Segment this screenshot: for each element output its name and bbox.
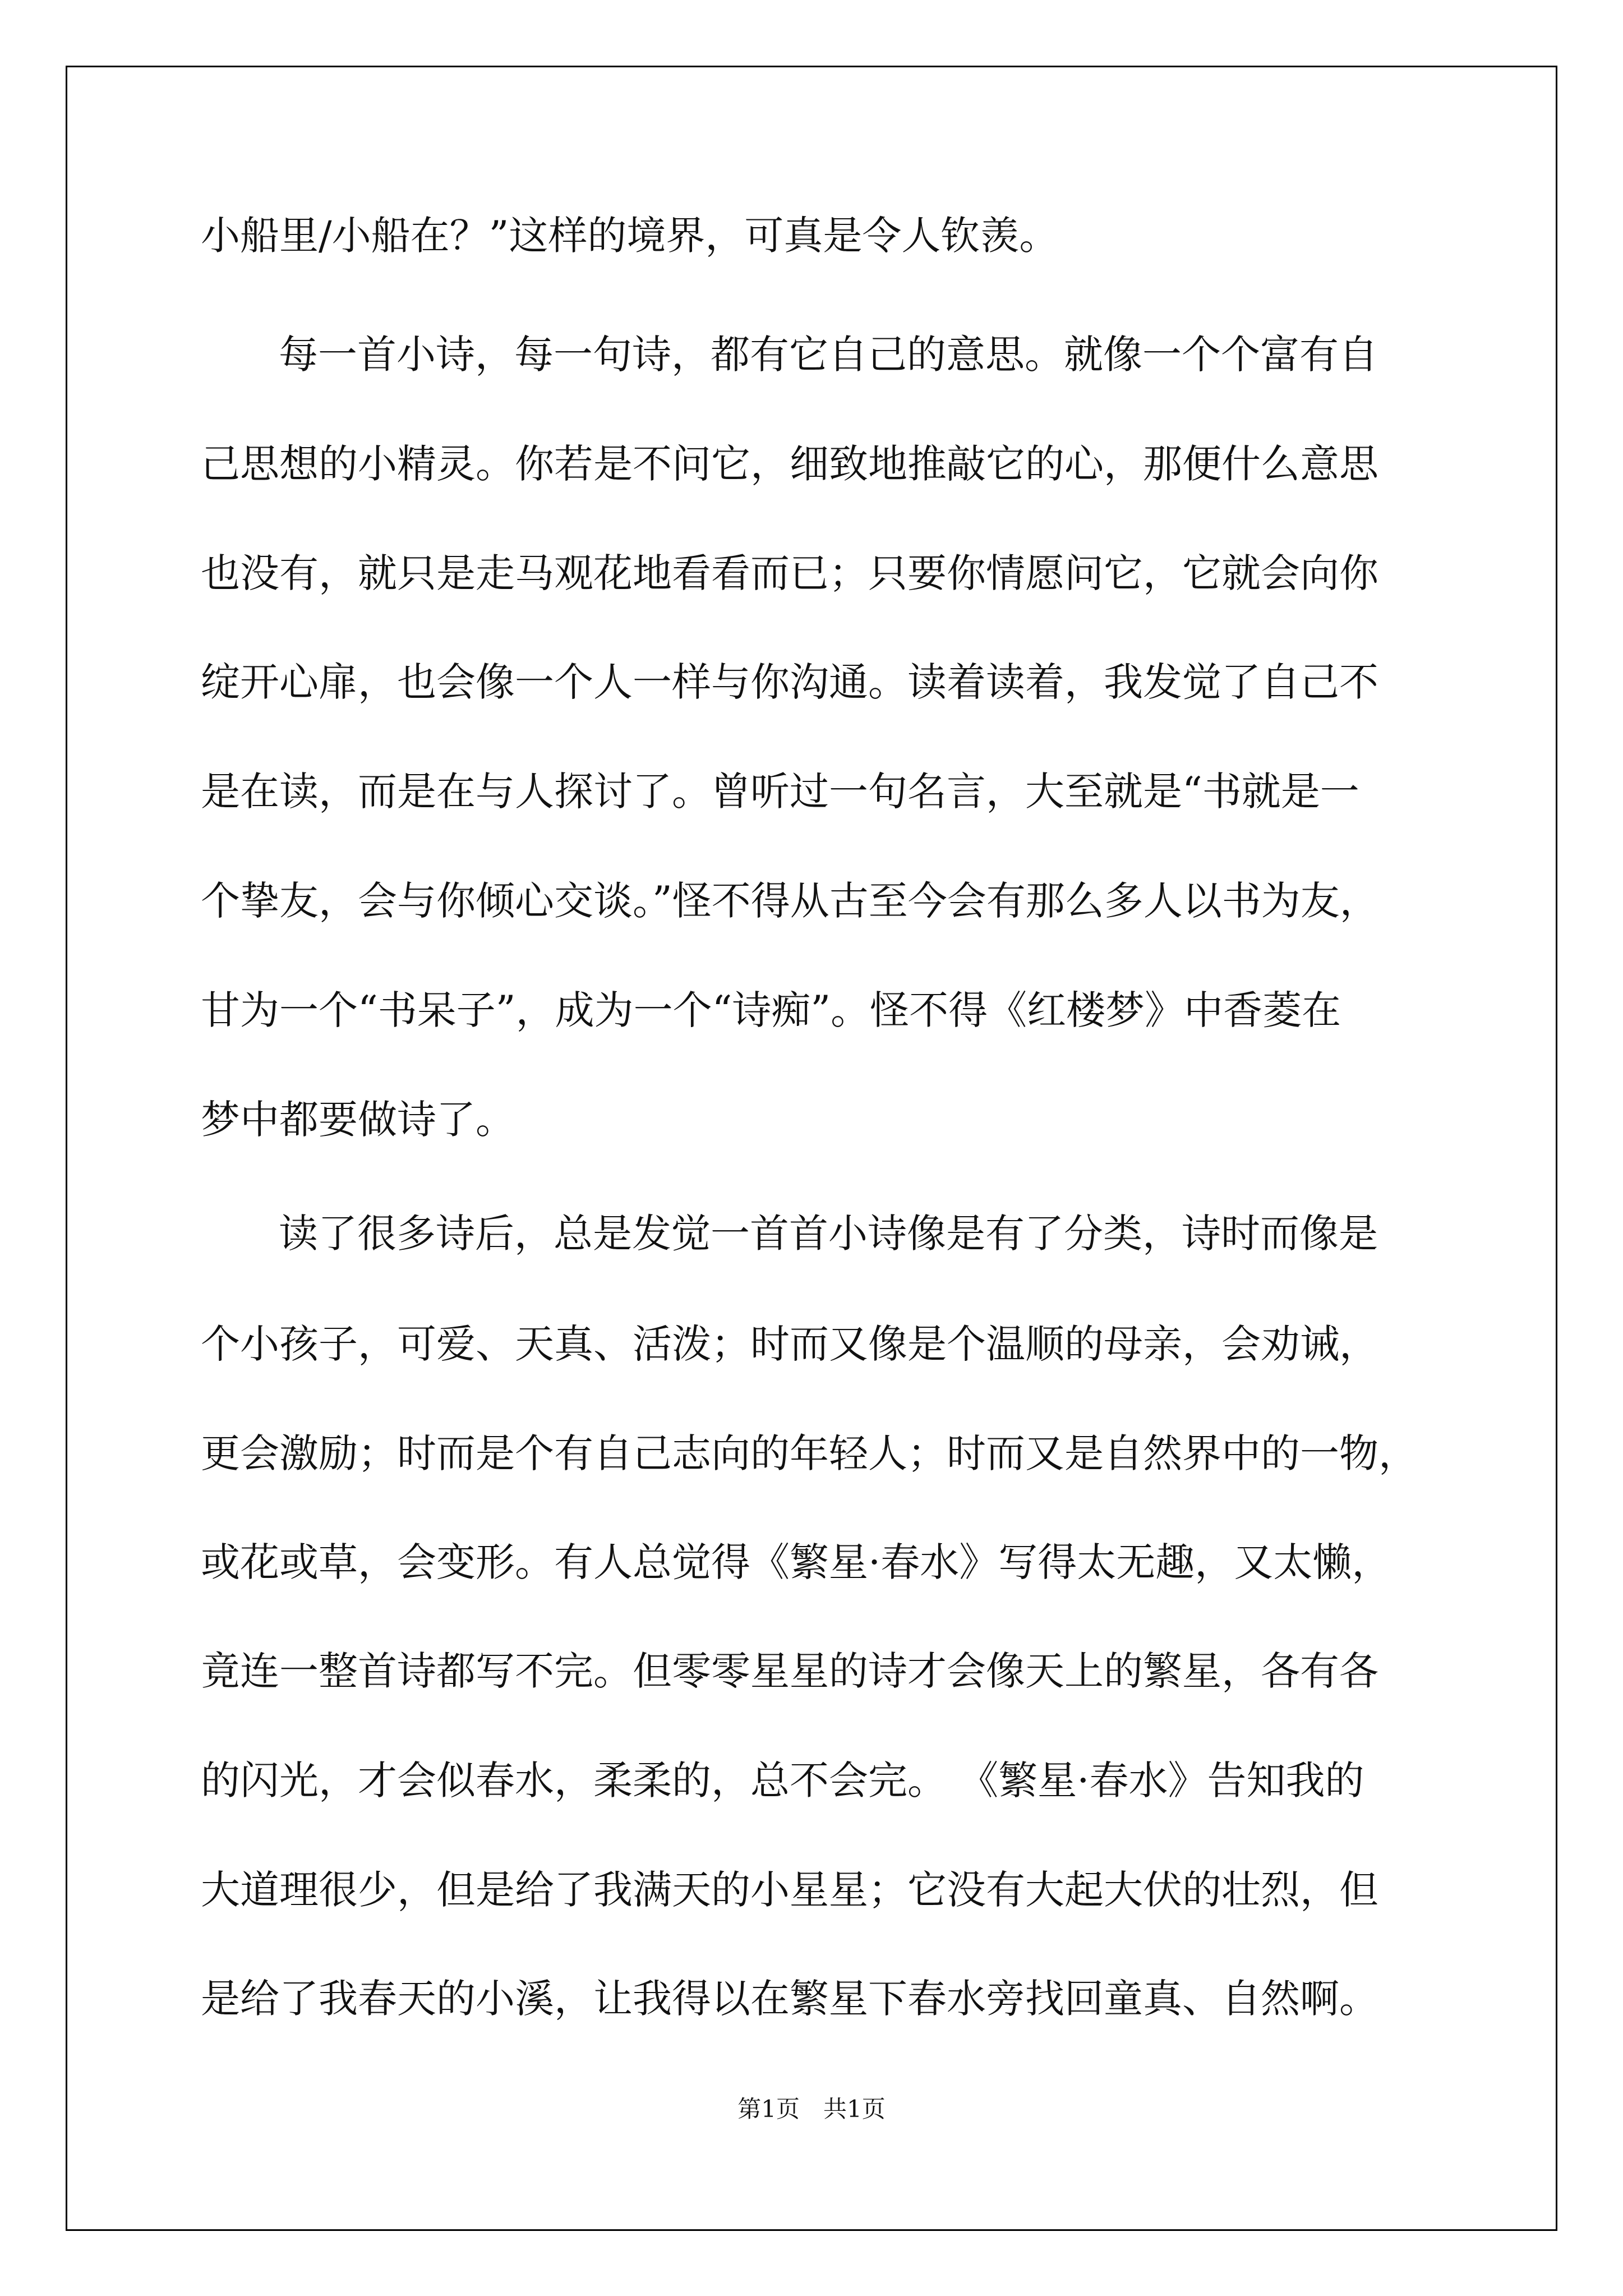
text-line: 是在读，而是在与人探讨了。曾听过一句名言，大至就是“书就是一	[201, 769, 1359, 815]
text-line: 也没有，就只是走马观花地看看而已；只要你情愿问它，它就会向你	[201, 550, 1378, 596]
text-line: 大道理很少，但是给了我满天的小星星；它没有大起大伏的壮烈，但	[201, 1867, 1378, 1913]
text-line: 小船里/小船在？”这样的境界，可真是令人钦羡。	[201, 213, 1059, 259]
text-line: 更会激励；时而是个有自己志向的年轻人；时而又是自然界中的一物，	[201, 1430, 1418, 1476]
text-line: 己思想的小精灵。你若是不问它，细致地推敲它的心，那便什么意思	[201, 441, 1378, 487]
text-line: 个小孩子，可爱、天真、活泼；时而又像是个温顺的母亲，会劝诫，	[201, 1321, 1378, 1367]
text-line: 或花或草，会变形。有人总觉得《繁星·春水》写得太无趣，又太懒，	[201, 1539, 1391, 1585]
text-line: 个挚友，会与你倾心交谈。”怪不得从古至今会有那么多人以书为友，	[201, 878, 1379, 924]
text-line: 梦中都要做诗了。	[201, 1097, 515, 1143]
text-line: 是给了我春天的小溪，让我得以在繁星下春水旁找回童真、自然啊。	[201, 1976, 1378, 2022]
paragraph-start-line: 读了很多诗后，总是发觉一首首小诗像是有了分类，诗时而像是	[279, 1211, 1378, 1257]
page-number-footer: 第1页 共1页	[737, 2095, 886, 2123]
text-line: 甘为一个“书呆子”，成为一个“诗痴”。怪不得《红楼梦》中香菱在	[201, 987, 1341, 1033]
text-line: 绽开心扉，也会像一个人一样与你沟通。读着读着，我发觉了自己不	[201, 659, 1378, 705]
text-line: 的闪光，才会似春水，柔柔的，总不会完。 《繁星·春水》告知我的	[201, 1757, 1364, 1803]
text-line: 竟连一整首诗都写不完。但零零星星的诗才会像天上的繁星，各有各	[201, 1648, 1378, 1694]
paragraph-start-line: 每一首小诗，每一句诗，都有它自己的意思。就像一个个富有自	[279, 332, 1378, 378]
